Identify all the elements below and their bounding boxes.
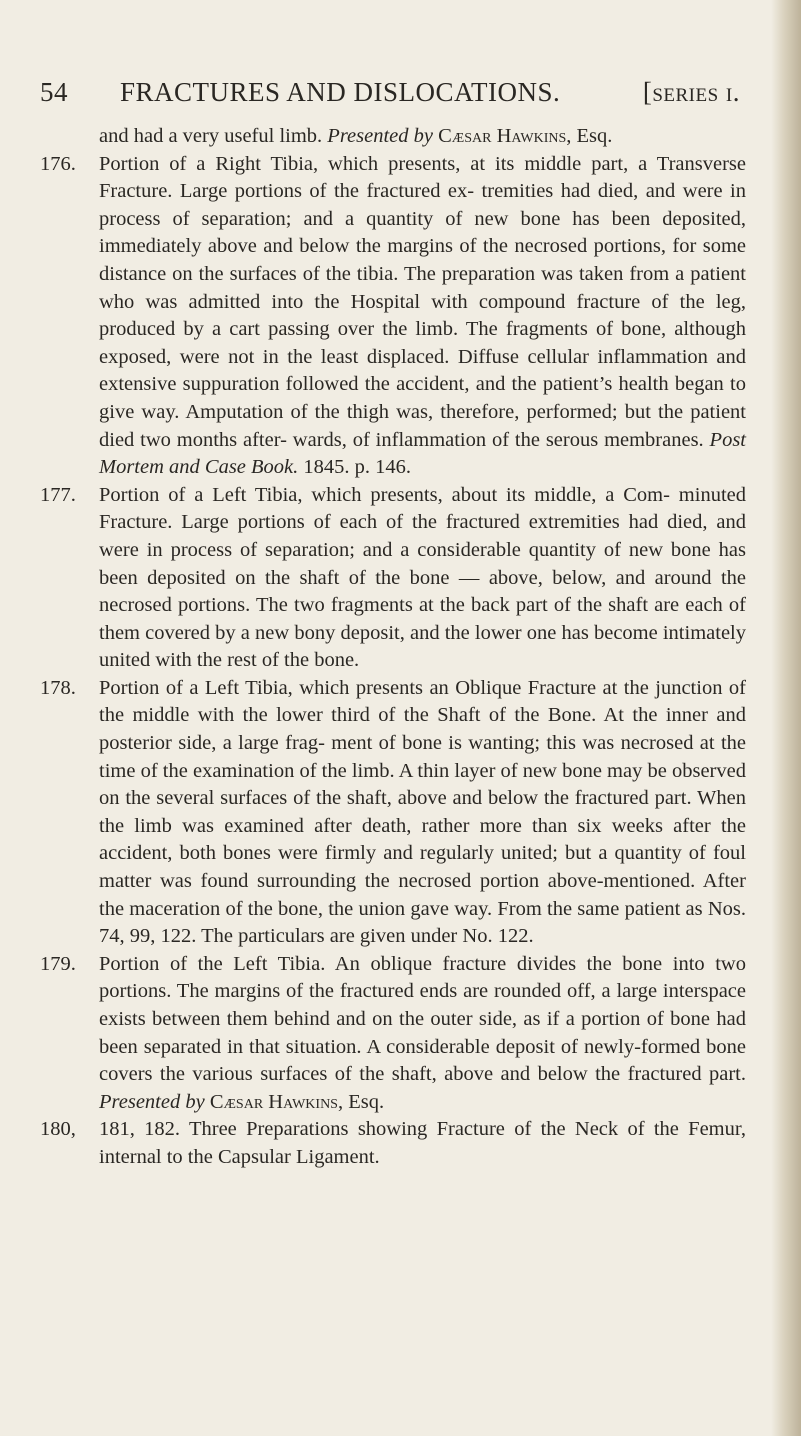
presented-by: Presented by: [327, 125, 433, 147]
donor-suffix: Esq.: [576, 125, 613, 147]
entry-text: Portion of a Left Tibia, which presents, about its middle, a Com- minuted Fracture. Large portions of each of the fractured extremities had died, and were in process of separation; and a considerable quantity of new bone has been deposited on the shaft of the bone — above, below, and around the necrosed portions. The two fragments at the back part of the shaft are each of them covered by a new bony deposit, and the lower one has become intimately united with the rest of the bone.: [99, 483, 746, 672]
page-body: [40, 123, 746, 1172]
page-edge-shadow: [771, 0, 801, 1436]
catalogue-entry-180: [40, 1116, 746, 1171]
entry-text: 181, 182. Three Preparations showing Fracture of the Neck of the Femur, internal to the Capsular Ligament.: [99, 1118, 746, 1168]
presented-by: Presented by: [99, 1090, 205, 1113]
entry-text: Portion of a Right Tibia, which presents, at its middle part, a Transverse Fracture. Large portions of the fractured ex- tremities had died, and were in process of separation; and a quantity of new bone has been deposited, immediately above and below the margins of the necrosed portions, for some distance on the surfaces of the tibia. The preparation was taken from a patient who was admitted into the Hospital with compound fracture of the leg, produced by a cart passing over the limb. The fragments of bone, although exposed, were not in the least displaced. Diffuse cellular inflammation and extensive suppuration followed the accident, and the patient’s health began to give way. Amputation of the thigh was, therefore, performed; but the patient died two months after- wards, of inflammation of the serous membranes.: [99, 152, 746, 451]
entry-number: 176.: [40, 152, 76, 175]
entry-text: Portion of the Left Tibia. An oblique fracture divides the bone into two portions. The margins of the fractured ends are rounded off, a large interspace exists between them behind and on the outer side, as if a portion of bone had been separated in that situation. A considerable deposit of newly-formed bone covers the various surfaces of the shaft, above and below the fractured part.: [99, 952, 746, 1086]
entry-number: 177.: [40, 483, 76, 506]
entry-text: Portion of a Left Tibia, which presents an Oblique Fracture at the junction of the middle with the lower third of the Shaft of the Bone. At the inner and posterior side, a large frag- ment of bone is wanting; this was necrosed at the time of the examination of the limb. A thin layer of new bone may be observed on the several surfaces of the shaft, above and below the fractured part. When the limb was examined after death, rather more than six weeks after the accident, both bones were firmly and regularly united; but a quantity of foul matter was found surrounding the necrosed portion above-mentioned. After the maceration of the bone, the union gave way. From the same patient as Nos. 74, 99, 122. The particulars are given under No. 122.: [99, 676, 746, 948]
donor-name: Cæsar Hawkins,: [209, 1090, 344, 1113]
continuation-paragraph: [99, 123, 746, 151]
entry-citation: Post Mortem and Case Book.: [99, 428, 746, 479]
catalogue-entry-176: [40, 151, 746, 482]
continuation-text: and had a very useful limb.: [99, 125, 323, 147]
catalogue-entry-177: [40, 482, 746, 675]
entry-citation-ref: 1845. p. 146.: [303, 456, 412, 479]
entry-number: 179.: [40, 952, 76, 975]
entry-number: 178.: [40, 676, 76, 699]
donor-name: Cæsar Hawkins,: [438, 125, 572, 147]
donor-suffix: Esq.: [348, 1090, 385, 1113]
catalogue-entry-179: [40, 951, 746, 1117]
catalogue-entry-178: [40, 675, 746, 951]
series-label: [series i.: [642, 77, 740, 107]
running-title: FRACTURES AND DISLOCATIONS.: [120, 77, 561, 107]
page-number: 54: [40, 77, 68, 107]
running-header: [40, 72, 740, 112]
entry-number: 180,: [40, 1118, 76, 1141]
